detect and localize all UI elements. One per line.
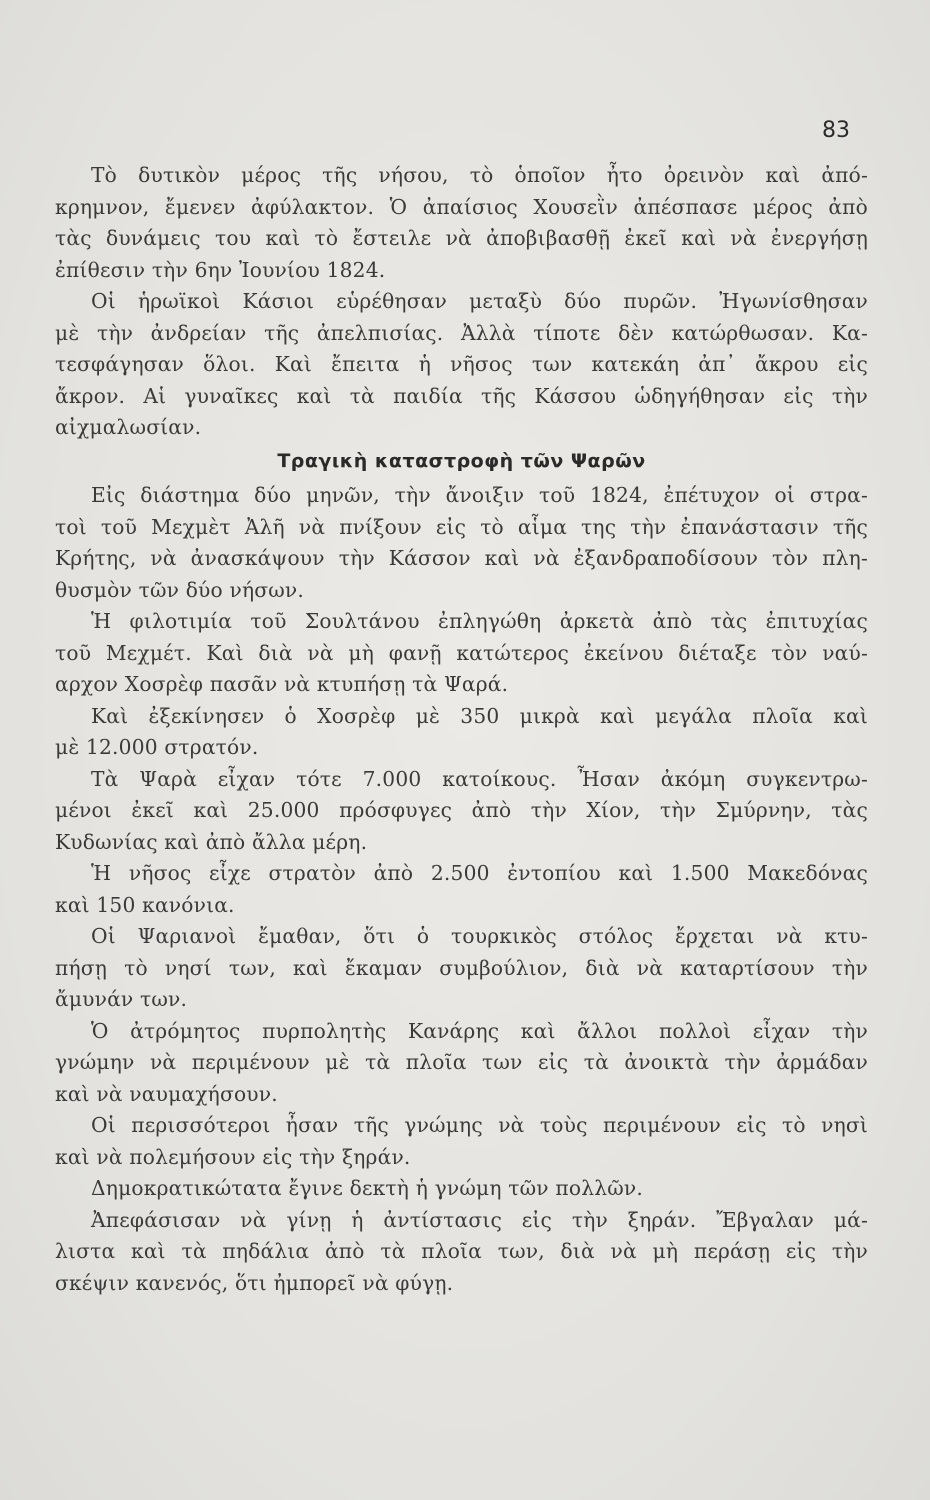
paragraph — [55, 1016, 868, 1111]
text-line: πήσῃ τὸ νησί των, καὶ ἔκαμαν συμβούλιον, διὰ νὰ καταρτίσουν τὴν — [55, 955, 868, 980]
section-heading: Τραγικὴ καταστροφὴ τῶν Ψαρῶν — [277, 449, 646, 472]
paragraph — [55, 480, 868, 606]
text-line: σκέψιν κανενός, ὅτι ἠμπορεῖ νὰ φύγῃ. — [55, 1270, 454, 1295]
text-line: τοῦ Μεχμέτ. Καὶ διὰ νὰ μὴ φανῇ κατώτερος ἐκείνου διέταξε τὸν ναύ- — [55, 640, 868, 665]
text-line: Οἱ Ψαριανοὶ ἔμαθαν, ὅτι ὁ τουρκικὸς στόλος ἔρχεται νὰ κτυ- — [91, 924, 868, 948]
text-line: τὰς δυνάμεις του καὶ τὸ ἔστειλε νὰ ἀποβιβασθῇ ἐκεῖ καὶ νὰ ἐνεργήσῃ — [55, 226, 868, 250]
text-line: ἄμυνάν των. — [55, 987, 188, 1011]
text-line: Ἡ νῆσος εἶχε στρατὸν ἀπὸ 2.500 ἐντοπίου καὶ 1.500 Μακεδόνας — [91, 861, 868, 885]
text-line: Ὁ ἀτρόμητος πυρπολητὴς Κανάρης καὶ ἄλλοι πολλοὶ εἶχαν τὴν — [91, 1018, 868, 1043]
text-line: μὲ 12.000 στρατόν. — [55, 735, 259, 759]
paragraph — [55, 606, 868, 701]
paragraph — [55, 921, 868, 1016]
paragraph — [55, 858, 868, 921]
text-line: ἐπίθεσιν τὴν 6ην Ἰουνίου 1824. — [55, 257, 386, 282]
text-line: κρημνον, ἔμενεν ἀφύλακτον. Ὁ ἀπαίσιος Χουσεῒν ἀπέσπασε μέρος ἀπὸ — [55, 194, 868, 219]
text-line: αἰχμαλωσίαν. — [55, 415, 202, 439]
paragraph — [55, 1173, 868, 1205]
text-line: Ἀπεφάσισαν νὰ γίνῃ ἡ ἀντίστασις εἰς τὴν ξηράν. Ἔβγαλαν μά- — [91, 1207, 868, 1232]
text-line: αρχον Χοσρὲφ πασᾶν νὰ κτυπήσῃ τὰ Ψαρά. — [55, 672, 509, 696]
text-line: λιστα καὶ τὰ πηδάλια ἀπὸ τὰ πλοῖα των, διὰ νὰ μὴ περάσῃ εἰς τὴν — [55, 1239, 868, 1263]
text-line: Ἡ φιλοτιμία τοῦ Σουλτάνου ἐπληγώθη ἀρκετὰ ἀπὸ τὰς ἐπιτυχίας — [91, 609, 868, 633]
text-line: μὲ τὴν ἀνδρείαν τῆς ἀπελπισίας. Ἀλλὰ τίποτε δὲν κατώρθωσαν. Κα- — [55, 320, 868, 345]
text-line: Κυδωνίας καὶ ἀπὸ ἄλλα μέρη. — [55, 829, 368, 854]
text-line: Εἰς διάστημα δύο μηνῶν, τὴν ἄνοιξιν τοῦ 1824, ἐπέτυχον οἱ στρα- — [91, 483, 868, 507]
text-line: καὶ 150 κανόνια. — [55, 892, 235, 917]
text-line: Τὸ δυτικὸν μέρος τῆς νήσου, τὸ ὁποῖον ἦτο ὀρεινὸν καὶ ἀπό- — [91, 163, 868, 187]
text-line: Οἱ ἡρωϊκοὶ Κάσιοι εὑρέθησαν μεταξὺ δύο πυρῶν. Ἠγωνίσθησαν — [91, 289, 868, 313]
text-line: καὶ νὰ πολεμήσουν εἰς τὴν ξηράν. — [55, 1144, 411, 1169]
paragraph — [55, 1110, 868, 1173]
text-line: Καὶ ἐξεκίνησεν ὁ Χοσρὲφ μὲ 350 μικρὰ καὶ μεγάλα πλοῖα καὶ — [91, 703, 868, 728]
text-line: γνώμην νὰ περιμένουν μὲ τὰ πλοῖα των εἰς τὰ ἀνοικτὰ τὴν ἀρμάδαν — [55, 1050, 868, 1074]
paragraph — [55, 1205, 868, 1300]
paragraph — [55, 764, 868, 859]
paragraph — [55, 160, 868, 286]
text-line: Οἱ περισσότεροι ἦσαν τῆς γνώμης νὰ τοὺς περιμένουν εἰς τὸ νησὶ — [91, 1113, 868, 1137]
body-text — [55, 160, 868, 1299]
text-line: Κρήτης, νὰ ἀνασκάψουν τὴν Κάσσον καὶ νὰ ἐξανδραποδίσουν τὸν πλη- — [55, 546, 868, 570]
text-line: Δημοκρατικώτατα ἔγινε δεκτὴ ἡ γνώμη τῶν πολλῶν. — [91, 1176, 643, 1200]
text-line: ἄκρον. Αἱ γυναῖκες καὶ τὰ παιδία τῆς Κάσσου ὡδηγήθησαν εἰς τὴν — [55, 383, 868, 408]
paragraph — [55, 286, 868, 444]
text-line: Τὰ Ψαρὰ εἶχαν τότε 7.000 κατοίκους. Ἦσαν ἀκόμη συγκεντρω- — [91, 766, 868, 791]
text-line: τεσφάγησαν ὅλοι. Καὶ ἔπειτα ἡ νῆσος των κατεκάη ἀπ᾿ ἄκρου εἰς — [55, 352, 868, 376]
paragraph — [55, 701, 868, 764]
text-line: τοὶ τοῦ Μεχμὲτ Ἀλῆ νὰ πνίξουν εἰς τὸ αἷμα της τὴν ἐπανάστασιν τῆς — [55, 514, 868, 539]
text-line: μένοι ἐκεῖ καὶ 25.000 πρόσφυγες ἀπὸ τὴν Χίον, τὴν Σμύρνην, τὰς — [55, 798, 868, 822]
text-line: θυσμὸν τῶν δύο νήσων. — [55, 577, 304, 602]
text-line: καὶ νὰ ναυμαχήσουν. — [55, 1081, 278, 1106]
page-number: 83 — [822, 118, 850, 143]
